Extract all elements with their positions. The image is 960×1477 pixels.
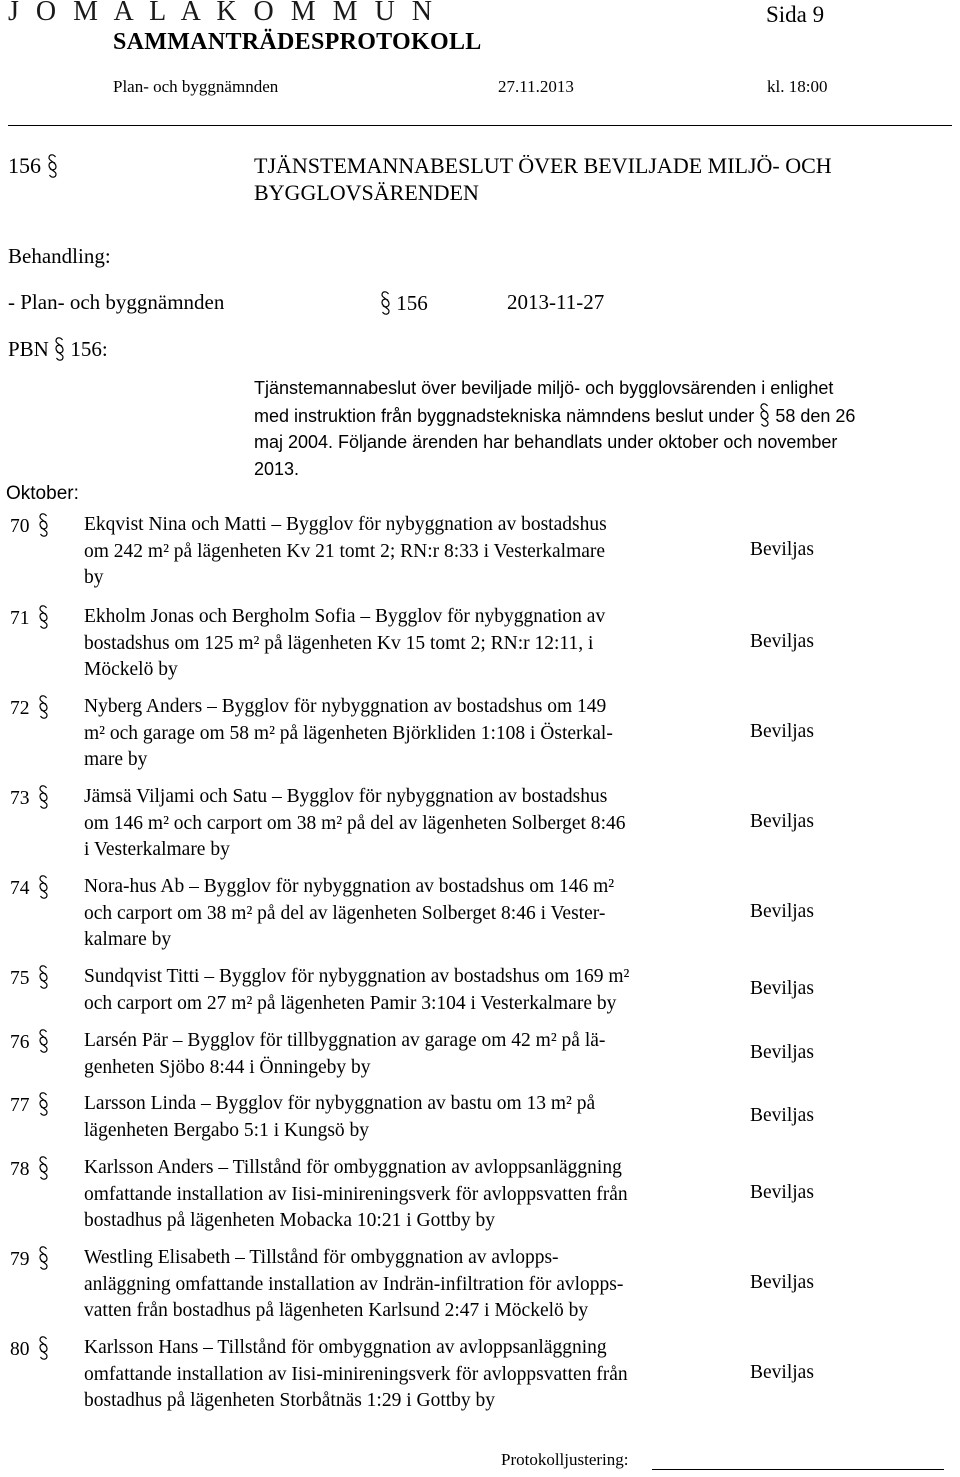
item-description (84, 512, 734, 592)
item-decision: Beviljas (750, 977, 814, 999)
section-sign-icon (38, 1335, 49, 1361)
pbn-prefix: PBN (8, 337, 49, 361)
item-number (10, 694, 49, 720)
behandling-label: Behandling: (8, 244, 111, 268)
item-description-line: bostadhus på lägenheten Storbåtnäs 1:29 i Gottby by (84, 1390, 496, 1411)
pbn-number: 156: (70, 337, 108, 361)
item-number-text: 77 (10, 1095, 30, 1116)
section-number: 156 (8, 153, 41, 178)
item-description (84, 1245, 734, 1325)
item-number-text: 70 (10, 516, 30, 537)
pbn-text (254, 375, 855, 482)
section-sign-icon (38, 694, 49, 720)
item-description-line: Karlsson Anders – Tillstånd för ombyggnation av avloppsanläggning (84, 1157, 622, 1178)
item-description-line: bostadshus om 125 m² på lägenheten Kv 15 tomt 2; RN:r 12:11, i (84, 632, 594, 654)
behandling-committee: - Plan- och byggnämnden (8, 290, 225, 314)
behandling-number: 156 (396, 291, 428, 315)
section-sign-icon (38, 1091, 49, 1117)
header-rule (8, 125, 952, 126)
committee-name: Plan- och byggnämnden (113, 77, 279, 96)
behandling-section-ref (380, 290, 428, 316)
item-number-text: 73 (10, 788, 30, 809)
item-number-text: 76 (10, 1032, 30, 1053)
item-description-line: Larsson Linda – Bygglov för nybyggnation av bastu om 13 m² på (84, 1093, 596, 1114)
item-description-line: kalmare by (84, 929, 172, 950)
item-decision: Beviljas (750, 1271, 814, 1293)
item-description-line: by (84, 567, 104, 588)
item-description-line: mare by (84, 749, 148, 770)
item-number-text: 74 (10, 878, 30, 899)
pbn-reference (8, 336, 108, 362)
item-decision: Beviljas (750, 810, 814, 832)
item-number (10, 1028, 49, 1054)
section-sign-icon (47, 153, 58, 179)
item-description-line: lägenheten Bergabo 5:1 i Kungsö by (84, 1119, 370, 1141)
item-number (10, 1245, 49, 1271)
item-description-line: Jämsä Viljami och Satu – Bygglov för nybyggnation av bostadshus (84, 786, 608, 807)
item-decision: Beviljas (750, 900, 814, 922)
section-sign-icon (38, 874, 49, 900)
item-number-text: 78 (10, 1159, 30, 1180)
item-decision: Beviljas (750, 1181, 814, 1203)
month-label: Oktober: (6, 483, 79, 504)
item-number (10, 784, 49, 810)
section-title-line1: TJÄNSTEMANNABESLUT ÖVER BEVILJADE MILJÖ- OCH (254, 153, 832, 178)
item-number (10, 964, 49, 990)
item-description-line: m² och garage om 58 m² på lägenheten Björkliden 1:108 i Österkal- (84, 722, 613, 744)
item-description (84, 604, 734, 684)
meeting-date: 27.11.2013 (498, 77, 574, 96)
meeting-time: kl. 18:00 (767, 77, 828, 96)
page-number: Sida 9 (766, 2, 825, 27)
pbn-text-line: maj 2004. Följande ärenden har behandlats under oktober och november (254, 432, 838, 452)
item-description (84, 1335, 734, 1415)
item-description-line: Larsén Pär – Bygglov för tillbyggnation av garage om 42 m² på lä- (84, 1030, 606, 1051)
item-decision: Beviljas (750, 538, 814, 560)
item-decision: Beviljas (750, 1041, 814, 1063)
section-sign-icon (38, 604, 49, 630)
section-sign-icon (38, 964, 49, 990)
section-sign-icon (38, 512, 49, 538)
item-description (84, 1028, 734, 1081)
item-decision: Beviljas (750, 1361, 814, 1383)
pbn-text-line: Tjänstemannabeslut över beviljade miljö- och bygglovsärenden i enlighet (254, 378, 834, 398)
item-number (10, 1335, 49, 1361)
item-description-line: i Vesterkalmare by (84, 839, 230, 860)
pbn-text-line: med instruktion från byggnadstekniska nämndens beslut under 58 den 26 (254, 402, 855, 430)
item-description (84, 964, 734, 1017)
item-description-line: Ekqvist Nina och Matti – Bygglov för nybyggnation av bostadshus (84, 514, 607, 535)
item-description-line: vatten från bostadhus på lägenheten Karlsund 2:47 i Möckelö by (84, 1300, 589, 1321)
item-description-line: bostadhus på lägenheten Mobacka 10:21 i Gottby by (84, 1210, 496, 1231)
item-description-line: omfattande installation av Iisi-minireningsverk för avloppsvatten från (84, 1183, 628, 1205)
item-number (10, 1091, 49, 1117)
section-sign-icon (54, 336, 65, 362)
behandling-date: 2013-11-27 (507, 290, 605, 314)
section-sign-icon (38, 1245, 49, 1271)
item-number (10, 512, 49, 538)
section-heading (8, 153, 58, 179)
item-number-text: 75 (10, 968, 30, 989)
item-description-line: omfattande installation av Iisi-minireningsverk för avloppsvatten från (84, 1363, 628, 1385)
item-number-text: 72 (10, 698, 30, 719)
item-description-line: Ekholm Jonas och Bergholm Sofia – Bygglov för nybyggnation av (84, 606, 606, 627)
item-description-line: och carport om 27 m² på lägenheten Pamir 3:104 i Vesterkalmare by (84, 992, 617, 1014)
section-sign-icon (380, 290, 391, 316)
item-number (10, 1155, 49, 1181)
item-description-line: Möckelö by (84, 659, 178, 680)
section-title-line2: BYGGLOVSÄRENDEN (254, 180, 479, 205)
item-description (84, 784, 734, 864)
item-decision: Beviljas (750, 630, 814, 652)
item-number-text: 80 (10, 1339, 30, 1360)
item-number (10, 604, 49, 630)
protocol-title: SAMMANTRÄDESPROTOKOLL (113, 29, 482, 55)
item-description-line: Sundqvist Titti – Bygglov för nybyggnation av bostadshus om 169 m² (84, 966, 630, 987)
item-description (84, 874, 734, 954)
section-sign-icon (759, 402, 770, 428)
item-description (84, 1091, 734, 1144)
item-description (84, 1155, 734, 1235)
item-number (10, 874, 49, 900)
section-sign-icon (38, 1028, 49, 1054)
item-description (84, 694, 734, 774)
item-decision: Beviljas (750, 1104, 814, 1126)
section-sign-icon (38, 1155, 49, 1181)
item-description-line: Nyberg Anders – Bygglov för nybyggnation av bostadshus om 149 (84, 696, 607, 717)
item-description-line: Nora-hus Ab – Bygglov för nybyggnation av bostadshus om 146 m² (84, 876, 615, 897)
item-description-line: Westling Elisabeth – Tillstånd för ombyggnation av avlopps- (84, 1247, 559, 1268)
pbn-text-line: 2013. (254, 458, 300, 479)
item-description-line: och carport om 38 m² på del av lägenheten Solberget 8:46 i Vester- (84, 902, 606, 924)
municipality-name: J O M A L A K O M M U N (8, 0, 438, 27)
signature-line (652, 1469, 944, 1470)
item-description-line: anläggning omfattande installation av Indrän-infiltration för avlopps- (84, 1273, 624, 1295)
item-description-line: Karlsson Hans – Tillstånd för ombyggnation av avloppsanläggning (84, 1337, 607, 1358)
item-number-text: 71 (10, 608, 30, 629)
section-sign-icon (38, 784, 49, 810)
item-number-text: 79 (10, 1249, 30, 1270)
item-description-line: om 242 m² på lägenheten Kv 21 tomt 2; RN:r 8:33 i Vesterkalmare (84, 540, 606, 562)
item-description-line: om 146 m² och carport om 38 m² på del av lägenheten Solberget 8:46 (84, 812, 626, 834)
item-decision: Beviljas (750, 720, 814, 742)
item-description-line: genheten Sjöbo 8:44 i Önningeby by (84, 1056, 371, 1078)
protocol-adjustment-label: Protokolljustering: (501, 1450, 629, 1469)
